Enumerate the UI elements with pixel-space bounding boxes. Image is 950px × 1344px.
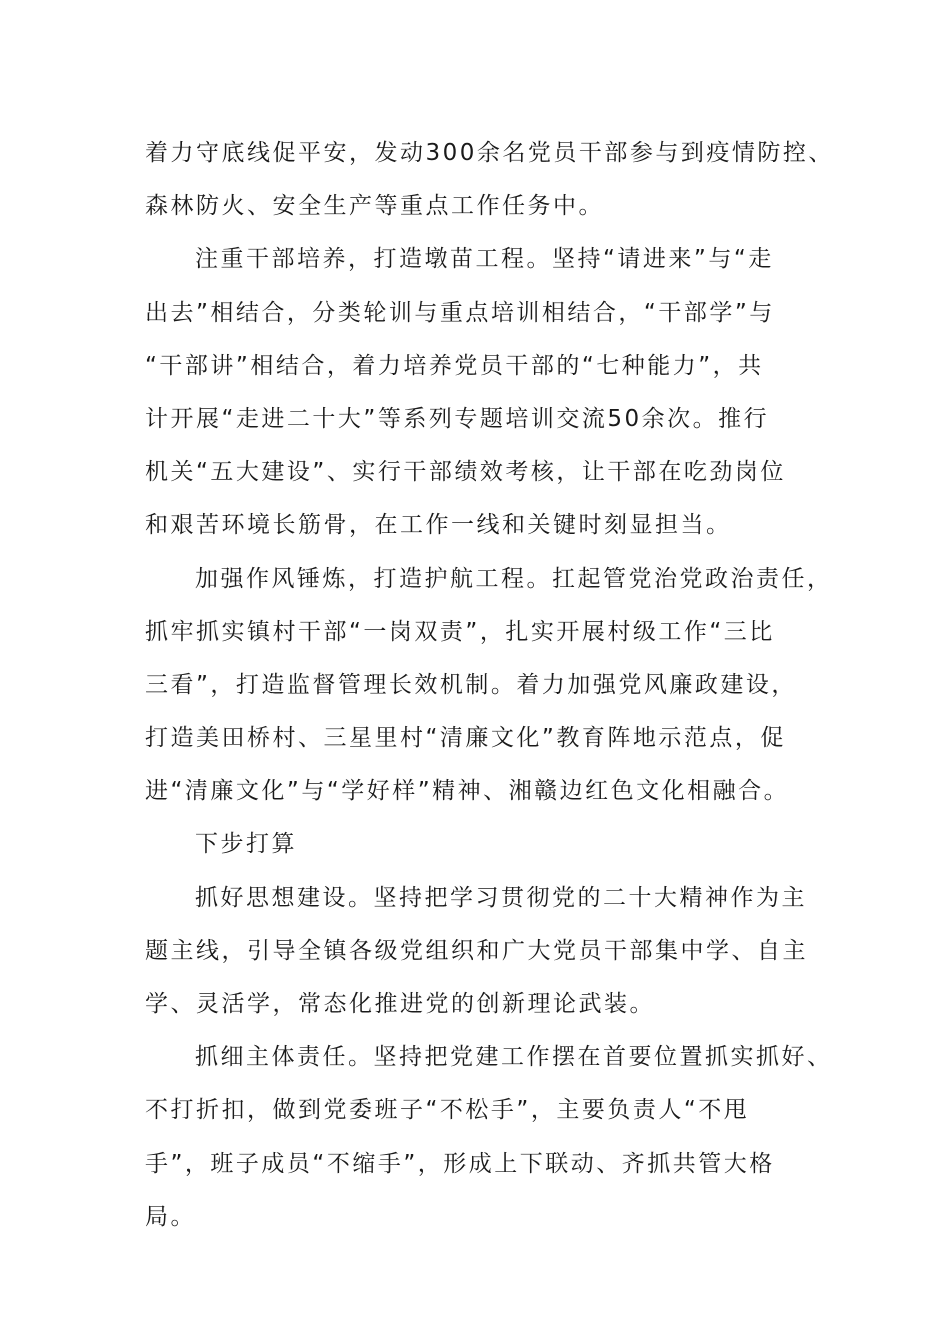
paragraph-first-line: 抓细主体责任。坚持把党建工作摆在首要位置抓实抓好、 xyxy=(195,1044,833,1071)
text-line: 计开展“走进二十大”等系列专题培训交流50余次。推行 xyxy=(145,405,770,432)
text-line: 局。 xyxy=(145,1203,196,1230)
paragraph-first-line: 抓好思想建设。坚持把学习贯彻党的二十大精神作为主 xyxy=(195,884,807,911)
text-line: 和艰苦环境长筋骨，在工作一线和关键时刻显担当。 xyxy=(145,512,732,539)
text-line: “干部讲”相结合，着力培养党员干部的“七种能力”，共 xyxy=(145,352,764,379)
text-line: 手”，班子成员“不缩手”，形成上下联动、齐抓共管大格 xyxy=(145,1150,775,1177)
text-line: 机关“五大建设”、实行干部绩效考核，让干部在吃劲岗位 xyxy=(145,459,786,486)
text-line: 学、灵活学，常态化推进党的创新理论武装。 xyxy=(145,991,655,1017)
text-line: 不打折扣，做到党委班子“不松手”，主要负责人“不甩 xyxy=(145,1097,750,1124)
text-line: 打造美田桥村、三星里村“清廉文化”教育阵地示范点，促 xyxy=(145,725,786,752)
text-line: 进“清廉文化”与“学好样”精神、湘赣边红色文化相融合。 xyxy=(145,778,790,805)
text-line: 着力守底线促平安，发动300余名党员干部参与到疫情防控、 xyxy=(145,140,834,166)
body-text xyxy=(145,127,834,1244)
text-line: 三看”，打造监督管理长效机制。着力加强党风廉政建设， xyxy=(145,671,797,698)
paragraph-first-line: 注重干部培养，打造墩苗工程。坚持“请进来”与“走 xyxy=(195,246,774,273)
text-line: 出去”相结合，分类轮训与重点培训相结合，“干部学”与 xyxy=(145,299,775,326)
text-line: 题主线，引导全镇各级党组织和广大党员干部集中学、自主 xyxy=(145,937,808,964)
text-line: 抓牢抓实镇村干部“一岗双责”，扎实开展村级工作“三比 xyxy=(145,618,775,645)
paragraph-first-line: 加强作风锤炼，打造护航工程。扛起管党治党政治责任， xyxy=(195,565,833,592)
section-heading: 下步打算 xyxy=(195,831,297,858)
text-line: 森林防火、安全生产等重点工作任务中。 xyxy=(145,193,604,220)
